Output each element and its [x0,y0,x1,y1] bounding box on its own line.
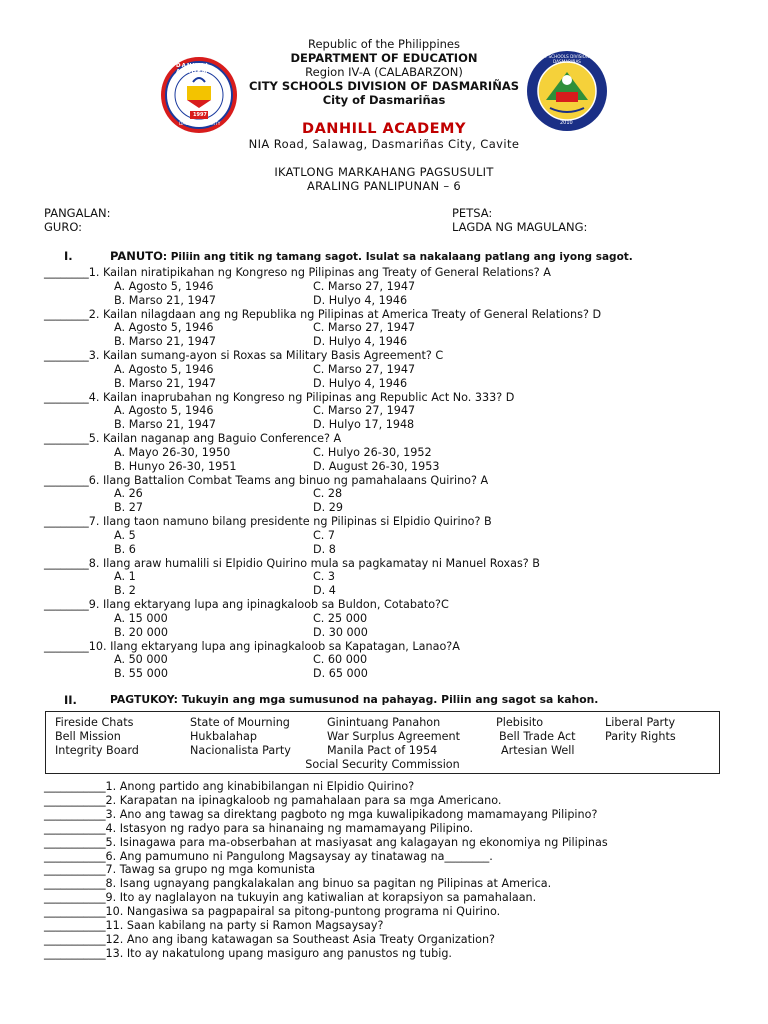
option-a: A. 5 [114,528,136,542]
option-b: B. 2 [114,584,136,598]
answer-blank[interactable]: ________ [44,349,89,362]
word-liberal-party: Liberal Party [605,716,676,729]
region-line: Region IV-A (CALABARZON) [305,65,463,79]
question-3 [44,350,443,363]
identification-item-1: ___________1. Anong partido ang kinabibilangan ni Elpidio Quirino? [44,780,415,793]
option-b: B. Marso 21, 1947 [114,293,216,307]
word-social-security-commission: Social Security Commission [305,758,460,771]
answer-blank[interactable]: ________ [44,266,89,279]
question-9 [44,599,449,612]
word-bell-trade-act: Bell Trade Act [499,730,576,743]
right-seal-year: 2010 [560,120,573,126]
option-c: C. 3 [313,570,336,584]
answer-blank[interactable]: ________ [44,473,89,487]
question-1 [44,267,551,280]
option-b: B. 55 000 [114,667,168,681]
option-b: B. Marso 21, 1947 [114,376,216,390]
option-d: D. August 26-30, 1953 [313,459,440,473]
word-parity-rights: Parity Rights [605,730,676,743]
option-d: D. Hulyo 4, 1946 [313,335,408,349]
word-artesian-well: Artesian Well [501,744,575,757]
identification-item-8: ___________8. Isang ugnayang pangkalakalan ang binuo sa pagitan ng Pilipinas at America. [44,877,552,891]
answer-blank[interactable]: ________ [44,556,89,570]
question-text: 4. Kailan inaprubahan ng Kongreso ng Pilipinas ang Republic Act No. 333? D [88,390,515,404]
question-6 [44,475,488,488]
option-b: B. 27 [114,501,144,515]
word-war-surplus-agreement: War Surplus Agreement [327,730,460,743]
left-logo-year: 1997 [193,112,207,118]
option-a: A. Agosto 5, 1946 [114,279,214,293]
part2-instruction: PAGTUKOY: Tukuyin ang mga sumusunod na pahayag. Piliin ang sagot sa kahon. [110,693,599,706]
option-c: C. Marso 27, 1947 [313,362,416,376]
option-d: D. 29 [313,501,343,515]
question-5 [44,433,341,446]
option-d: D. 4 [313,584,336,598]
answer-word-box [45,711,720,774]
division-line: CITY SCHOOLS DIVISION OF DASMARIÑAS [248,79,520,93]
option-a: A. 15 000 [114,611,168,625]
answer-blank[interactable]: ________ [44,307,89,321]
part1-instruction: : Piliin ang titik ng tamang sagot. Isulat sa nakalaang patlang ang iyong sagot. [162,251,633,263]
option-c: C. 7 [313,528,336,542]
identification-item-2: ___________2. Karapatan na ipinagkaloob ng pamahalaan para sa mga Americano. [44,793,502,807]
question-4 [44,392,514,405]
option-c: C. Marso 27, 1947 [313,321,416,335]
question-text: 9. Ilang ektaryang lupa ang ipinagkaloob sa Buldon, Cotabato?C [88,598,449,611]
option-c: C. 28 [313,487,343,501]
republic-line: Republic of the Philippines [307,37,461,51]
option-d: D. Hulyo 4, 1946 [313,376,408,390]
answer-blank[interactable]: ________ [44,639,89,653]
school-address: NIA Road, Salawag, Dasmariñas City, Cavite [248,137,520,151]
part2-numeral: II. [64,693,77,707]
option-b: B. Marso 21, 1947 [114,418,216,432]
question-7 [44,516,492,529]
answer-blank[interactable]: ________ [44,432,89,445]
option-d: D. 65 000 [313,667,368,681]
date-field-label: PETSA: [452,206,493,220]
question-text: 7. Ilang taon namuno bilang presidente ng Pilipinas si Elpidio Quirino? B [88,515,492,528]
word-ginintuang-panahon: Ginintuang Panahon [327,716,441,729]
word-manila-pact: Manila Pact of 1954 [327,744,438,757]
option-d: D. Hulyo 4, 1946 [313,293,408,307]
name-field-label: PANGALAN: [44,206,111,220]
question-text: 8. Ilang araw humalili si Elpidio Quirino mula sa pagkamatay ni Manuel Roxas? B [88,556,540,570]
option-b: B. 6 [114,542,136,556]
answer-blank[interactable]: ________ [44,515,89,528]
option-b: B. Marso 21, 1947 [114,335,216,349]
question-8 [44,558,540,571]
option-a: A. Agosto 5, 1946 [114,321,214,335]
part1-heading [110,249,633,263]
word-integrity-board: Integrity Board [55,744,139,757]
question-text: 1. Kailan niratipikahan ng Kongreso ng Pilipinas ang Treaty of General Relations? A [88,266,551,279]
identification-item-3: ___________3. Ano ang tawag sa direktang pagboto ng mga kuwalipikadong mamamayang Pilipino? [44,807,598,821]
option-b: B. Hunyo 26-30, 1951 [114,459,237,473]
identification-item-13: ___________13. Ito ay nakatulong upang masiguro ang panustos ng tubig. [44,946,452,960]
teacher-field-label: GURO: [44,220,83,234]
question-2 [44,309,601,322]
identification-item-9: ___________9. Ito ay naglalayon na tukuyin ang katiwalian at korapsiyon sa pamahalaan. [44,891,537,905]
identification-item-5: ___________5. Isinagawa para ma-obserbahan at masiyasat ang kalagayan ng ekonomiya ng Pilipinas [44,835,608,849]
word-plebisito: Plebisito [496,716,544,729]
option-c: C. Marso 27, 1947 [313,279,416,293]
question-text: 5. Kailan naganap ang Baguio Conference? A [88,432,342,445]
left-logo-top-text: DANHILL ACADEMY [176,63,214,75]
school-name: DANHILL ACADEMY [302,121,466,137]
identification-item-12: ___________12. Ano ang ibang katawagan sa Southeast Asia Treaty Organization? [44,932,495,946]
identification-item-4: ___________4. Istasyon ng radyo para sa hinanaing ng mamamayang Pilipino. [44,821,474,835]
option-c: C. 25 000 [313,611,368,625]
word-fireside-chats: Fireside Chats [55,716,134,729]
department-line: DEPARTMENT OF EDUCATION [290,51,478,65]
word-bell-mission: Bell Mission [55,730,121,743]
question-text: 10. Ilang ektaryang lupa ang ipinagkaloob sa Kapatagan, Lanao?A [88,639,460,653]
option-a: A. Mayo 26-30, 1950 [114,445,231,459]
word-hukbalahap: Hukbalahap [190,730,257,743]
option-d: D. Hulyo 17, 1948 [313,418,415,432]
question-text: 2. Kailan nilagdaan ang ng Republika ng Pilipinas at America Treaty of General Relations? D [88,307,602,321]
option-a: A. 26 [114,487,143,501]
parent-signature-label: LAGDA NG MAGULANG: [452,220,588,234]
option-d: D. 8 [313,542,336,556]
option-d: D. 30 000 [313,625,368,639]
answer-blank[interactable]: ________ [44,598,89,611]
option-c: C. Hulyo 26-30, 1952 [313,445,432,459]
option-a: A. 50 000 [114,653,168,667]
question-text: 6. Ilang Battalion Combat Teams ang binuo ng pamahalaans Quirino? A [88,473,489,487]
option-a: A. Agosto 5, 1946 [114,362,214,376]
option-a: A. 1 [114,570,136,584]
subject-title: ARALING PANLIPUNAN – 6 [306,179,462,193]
identification-item-7: ___________7. Tawag sa grupo ng mga komunista [44,863,316,877]
option-b: B. 20 000 [114,625,168,639]
part1-label: PANUTO [110,249,163,263]
option-a: A. Agosto 5, 1946 [114,404,214,418]
identification-item-11: ___________11. Saan kabilang na party si Ramon Magsaysay? [44,919,384,932]
left-logo-bottom-text: DASMARIÑAS CITY [179,122,221,127]
city-line: City of Dasmariñas [322,93,446,107]
question-10 [44,641,460,654]
part1-numeral: I. [64,249,73,263]
identification-item-6: ___________6. Ang pamumuno ni Pangulong Magsaysay ay tinatawag na________. [44,849,493,863]
word-nacionalista-party: Nacionalista Party [190,744,291,757]
right-seal-text: CITY SCHOOLS DIVISION OF DASMARIÑAS [537,54,597,64]
option-c: C. 60 000 [313,653,368,667]
option-c: C. Marso 27, 1947 [313,404,416,418]
exam-title: IKATLONG MARKAHANG PAGSUSULIT [274,165,494,179]
identification-item-10: ___________10. Nangasiwa sa pagpapairal sa pitong-puntong programa ni Quirino. [44,905,501,919]
answer-blank[interactable]: ________ [44,390,89,404]
question-text: 3. Kailan sumang-ayon si Roxas sa Military Basis Agreement? C [88,349,444,362]
word-state-of-mourning: State of Mourning [190,716,290,729]
